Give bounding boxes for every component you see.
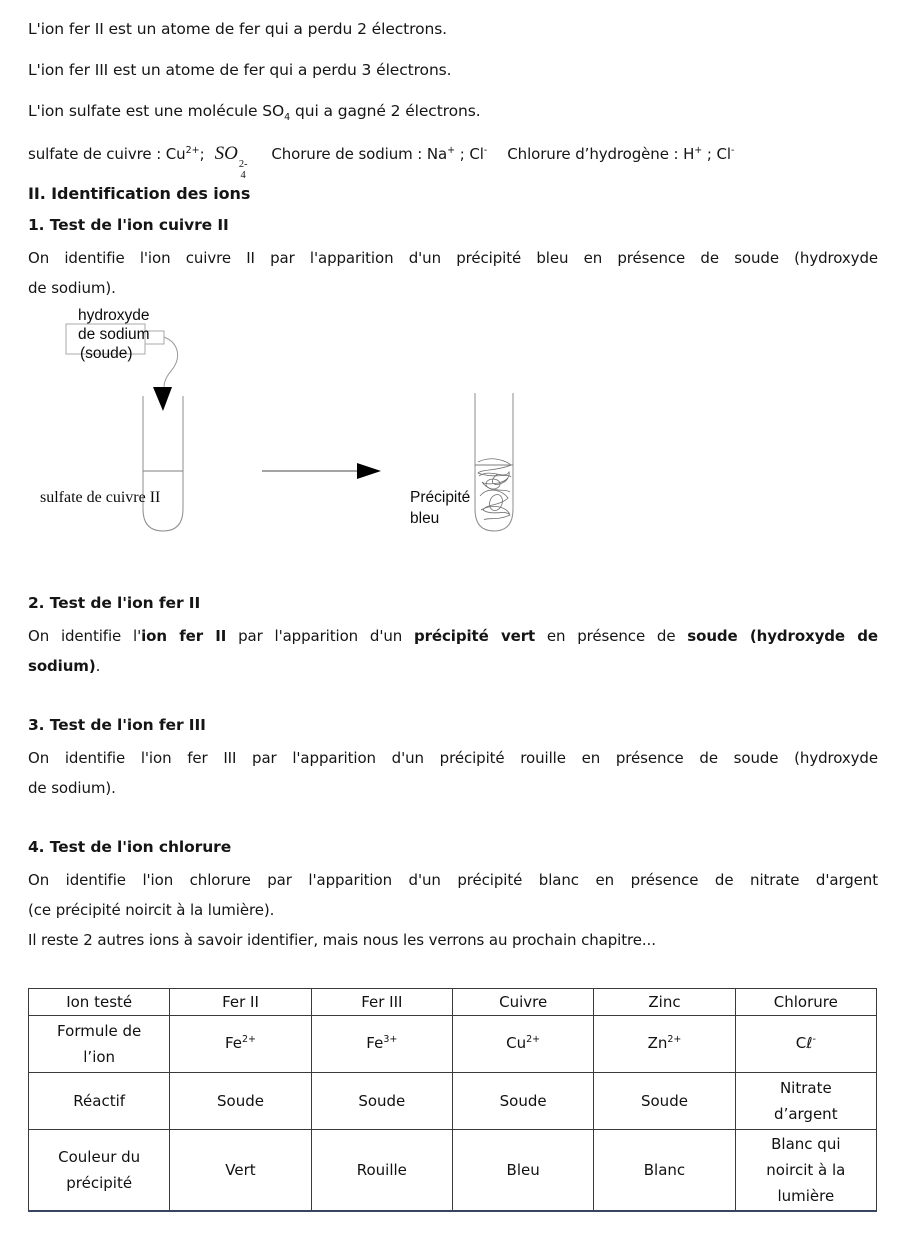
table-cell: $Fe^{3+}$ bbox=[311, 1016, 452, 1073]
text-line: Il reste 2 autres ions à savoir identifier, mais nous les verrons au prochain chapitre... bbox=[28, 931, 656, 949]
test-tube-left bbox=[143, 396, 183, 531]
ions-summary-table bbox=[28, 988, 877, 1212]
text-line: On identifie l'ion fer II par l'apparition d'un précipité vert en présence de soude (hydroxyde de bbox=[28, 627, 878, 645]
reaction-diagram bbox=[0, 306, 906, 544]
table-header-cell: Cuivre bbox=[452, 989, 593, 1016]
table-header-cell: Zinc bbox=[594, 989, 735, 1016]
table-cell: Blanc bbox=[594, 1130, 735, 1212]
table-cell: Nitrate d’argent bbox=[735, 1073, 876, 1130]
pour-arrow-curve bbox=[164, 337, 178, 387]
table-cell: $Cu^{2+}$ bbox=[452, 1016, 593, 1073]
table-header-cell: Fer II bbox=[170, 989, 311, 1016]
text-line: de sodium). bbox=[28, 279, 116, 297]
table-cell: Cℓ- bbox=[735, 1016, 876, 1073]
reagent-label-line1: hydroxyde bbox=[78, 307, 150, 324]
test-3-description bbox=[28, 743, 878, 803]
intro-line-fer2: L'ion fer II est un atome de fer qui a perdu 2 électrons. bbox=[28, 20, 447, 38]
test-2-description bbox=[28, 621, 878, 681]
table-header-row bbox=[29, 989, 877, 1016]
chem-formulas-line: sulfate de cuivre : $Cu^{2+}$; SO 2- 4 Chorure de sodium : Na+ ; Cl- Chlorure d’hydrogène : H+ ; Cl- bbox=[28, 143, 735, 182]
table-cell: Soude bbox=[452, 1073, 593, 1130]
table-row-label: Couleur du précipité bbox=[29, 1130, 170, 1212]
table-header-cell: Chlorure bbox=[735, 989, 876, 1016]
table-row-label: Formule de l’ion bbox=[29, 1016, 170, 1073]
test-3-title: 3. Test de l'ion fer III bbox=[28, 716, 206, 734]
table-cell: Soude bbox=[170, 1073, 311, 1130]
test-1-title: 1. Test de l'ion cuivre II bbox=[28, 216, 229, 234]
text-line: sodium). bbox=[28, 657, 101, 675]
table-cell: Vert bbox=[170, 1130, 311, 1212]
table-cell: $Fe^{2+}$ bbox=[170, 1016, 311, 1073]
text-line: (ce précipité noircit à la lumière). bbox=[28, 901, 275, 919]
text-line: On identifie l'ion fer III par l'apparition d'un précipité rouille en présence de soude (hydroxyde bbox=[28, 749, 878, 767]
reaction-arrow-icon bbox=[357, 463, 381, 479]
result-label-line1: Précipité bbox=[410, 489, 471, 506]
table-row bbox=[29, 1073, 877, 1130]
intro-line-sulfate: L'ion sulfate est une molécule $SO_4$ qui a gagné 2 électrons. bbox=[28, 102, 481, 123]
test-1-description bbox=[28, 243, 878, 303]
text-line: de sodium). bbox=[28, 779, 116, 797]
section-heading: II. Identification des ions bbox=[28, 184, 251, 203]
result-label-line2: bleu bbox=[410, 510, 440, 527]
table-row bbox=[29, 1130, 877, 1212]
test-4-description bbox=[28, 865, 878, 955]
reagent-label-line3: (soude) bbox=[80, 345, 133, 362]
table-cell: Blanc qui noircit à la lumière bbox=[735, 1130, 876, 1212]
table-cell: $Zn^{2+}$ bbox=[594, 1016, 735, 1073]
text-line: On identifie l'ion chlorure par l'apparition d'un précipité blanc en présence de nitrate d'argent bbox=[28, 871, 878, 889]
table-cell: Soude bbox=[311, 1073, 452, 1130]
tube1-label: sulfate de cuivre II bbox=[40, 489, 161, 506]
test-4-title: 4. Test de l'ion chlorure bbox=[28, 838, 232, 856]
drop-arrow-icon bbox=[153, 387, 172, 411]
test-2-title: 2. Test de l'ion fer II bbox=[28, 594, 201, 612]
precipitate-scribble bbox=[478, 459, 511, 520]
reagent-label-line2: de sodium bbox=[78, 326, 150, 343]
intro-line-fer3: L'ion fer III est un atome de fer qui a perdu 3 électrons. bbox=[28, 61, 452, 79]
text-line: On identifie l'ion cuivre II par l'apparition d'un précipité bleu en présence de soude (hydroxyde bbox=[28, 249, 878, 267]
table-cell: Soude bbox=[594, 1073, 735, 1130]
table-header-cell: Ion testé bbox=[29, 989, 170, 1016]
formula-stack: 2- 4 bbox=[238, 159, 248, 182]
table-row bbox=[29, 1016, 877, 1073]
table-cell: Rouille bbox=[311, 1130, 452, 1212]
table-cell: Bleu bbox=[452, 1130, 593, 1212]
table-header-cell: Fer III bbox=[311, 989, 452, 1016]
table-row-label: Réactif bbox=[29, 1073, 170, 1130]
